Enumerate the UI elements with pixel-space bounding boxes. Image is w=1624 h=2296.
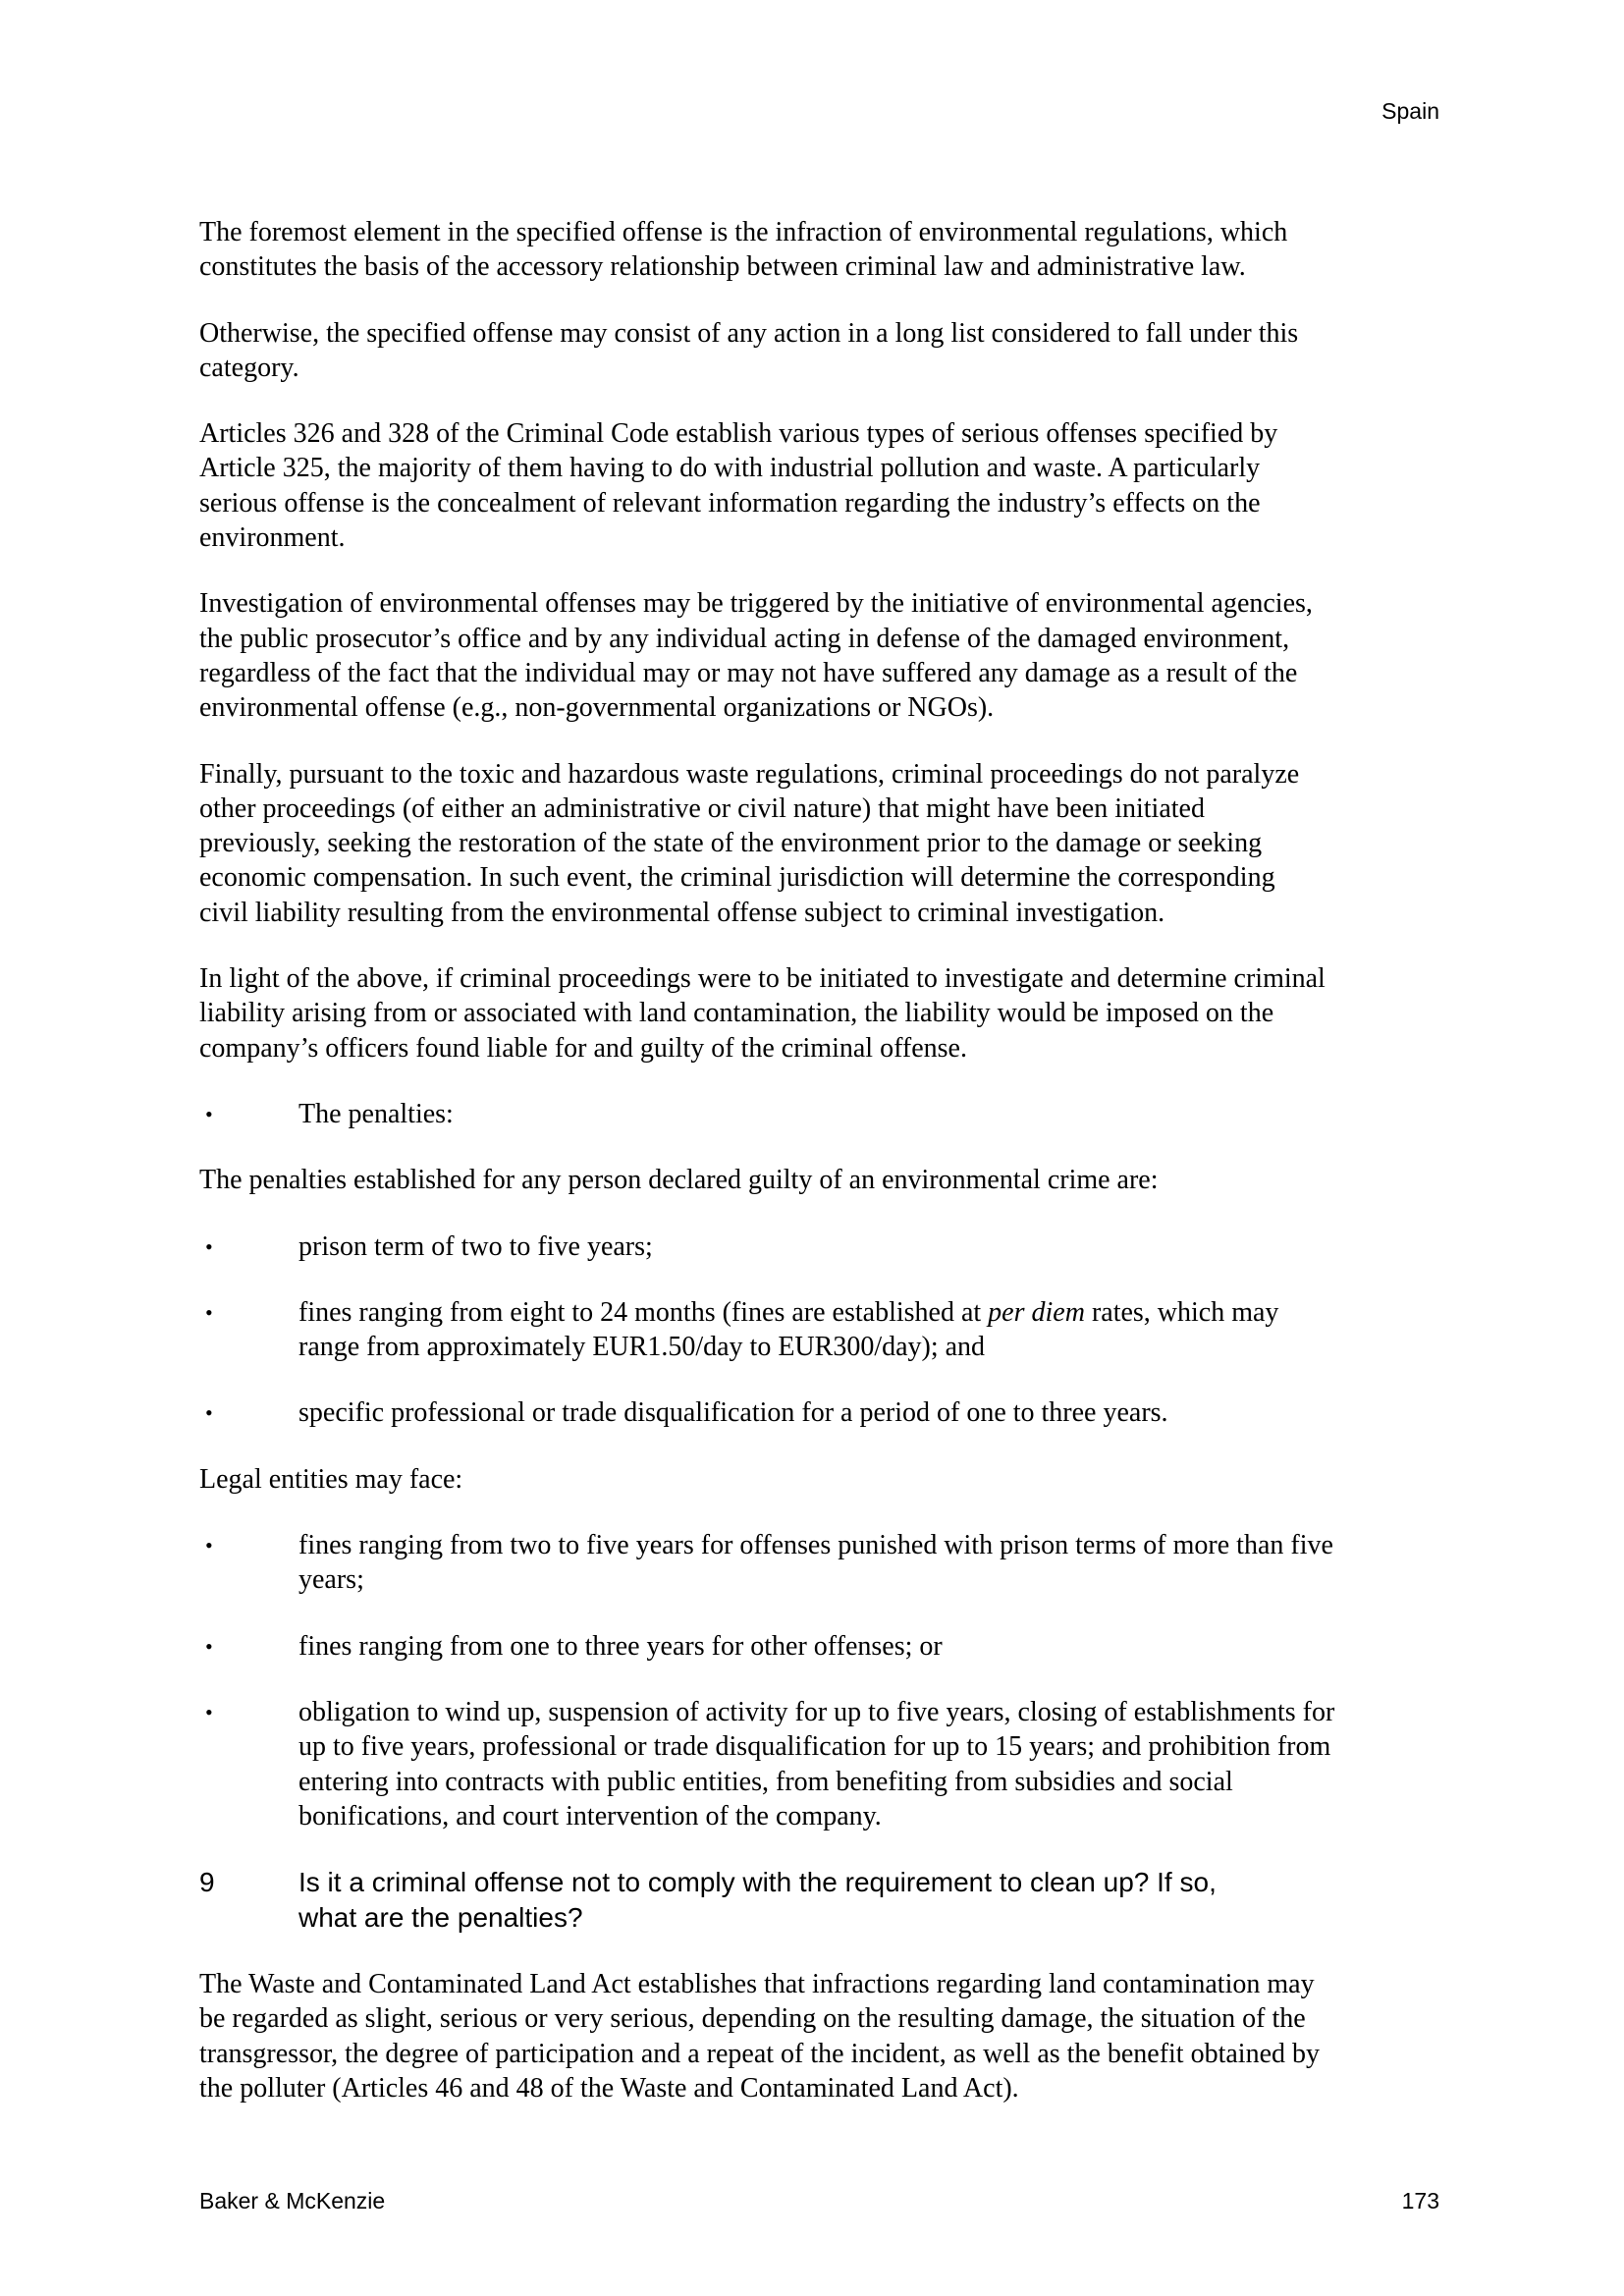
text-line: environment.	[199, 522, 346, 554]
text-segment: fines ranging from eight to 24 months (fines are established at	[298, 1296, 989, 1328]
text-line: civil liability resulting from the environmental offense subject to criminal investigation.	[199, 897, 1165, 928]
paragraph	[199, 757, 1441, 930]
text-line: In light of the above, if criminal proceedings were to be initiated to investigate and determine criminal	[199, 963, 1326, 995]
block-text	[199, 961, 1441, 1066]
text-line: what are the penalties?	[298, 1902, 583, 1934]
text-line: bonifications, and court intervention of the company.	[298, 1800, 882, 1831]
paragraph	[199, 1163, 1441, 1197]
block-text	[298, 1395, 1441, 1430]
text-line: liability arising from or associated with land contamination, the liability would be imposed on the	[199, 998, 1274, 1029]
text-line: fines ranging from two to five years for offenses punished with prison terms of more than five	[298, 1530, 1333, 1561]
paragraph	[199, 586, 1441, 725]
text-line: fines ranging from one to three years for other offenses; or	[298, 1630, 943, 1662]
block-text	[199, 1967, 1441, 2105]
block-text	[199, 416, 1441, 555]
bullet-icon: •	[205, 1400, 213, 1426]
text-line: the polluter (Articles 46 and 48 of the Waste and Contaminated Land Act).	[199, 2072, 1019, 2104]
text-line: Finally, pursuant to the toxic and hazardous waste regulations, criminal proceedings do not paralyze	[199, 758, 1300, 790]
text-line: range from approximately EUR1.50/day to EUR300/day); and	[298, 1332, 986, 1363]
text-line: The Waste and Contaminated Land Act establishes that infractions regarding land contamination may	[199, 1969, 1315, 2000]
paragraph	[199, 316, 1441, 386]
block-text	[298, 1097, 1441, 1131]
text-line: be regarded as slight, serious or very serious, depending on the resulting damage, the situation of the	[199, 2003, 1306, 2035]
text-segment: rates, which may	[1084, 1296, 1279, 1328]
text-line: prison term of two to five years;	[298, 1230, 653, 1262]
block-text	[298, 1528, 1441, 1598]
bullet-item	[199, 1629, 1441, 1664]
block-text	[199, 316, 1441, 386]
text-line: Legal entities may face:	[199, 1463, 463, 1495]
block-text	[298, 1865, 1441, 1936]
italic-text: per diem	[988, 1296, 1085, 1328]
bullet-item	[199, 1695, 1441, 1833]
block-text	[199, 1462, 1441, 1497]
paragraph	[199, 416, 1441, 555]
bullet-item	[199, 1395, 1441, 1430]
text-line: other proceedings (of either an administrative or civil nature) that might have been initiated	[199, 793, 1205, 824]
text-line: The penalties established for any person declared guilty of an environmental crime are:	[199, 1165, 1159, 1196]
text-line: transgressor, the degree of participation and a repeat of the incident, as well as the benefit obtained by	[199, 2038, 1320, 2069]
bullet-icon: •	[205, 1633, 213, 1659]
heading-number: 9	[199, 1867, 215, 1898]
text-line: entering into contracts with public entities, from benefiting from subsidies and social	[298, 1766, 1233, 1797]
text-line: Article 325, the majority of them having to do with industrial pollution and waste. A particularly	[199, 453, 1261, 484]
text-line: economic compensation. In such event, the criminal jurisdiction will determine the corresponding	[199, 862, 1275, 894]
bullet-icon: •	[205, 1533, 213, 1558]
paragraph	[199, 961, 1441, 1066]
text-line: obligation to wind up, suspension of activity for up to five years, closing of establishments for	[298, 1696, 1335, 1727]
text-line: Investigation of environmental offenses may be triggered by the initiative of environmental agencies,	[199, 588, 1313, 620]
section-heading	[199, 1865, 1441, 1936]
text-line: environmental offense (e.g., non-governmental organizations or NGOs).	[199, 692, 995, 724]
block-text	[199, 757, 1441, 930]
text-line: Is it a criminal offense not to comply with the requirement to clean up? If so,	[298, 1867, 1217, 1898]
text-line: regardless of the fact that the individual may or may not have suffered any damage as a result of the	[199, 657, 1298, 688]
block-text	[298, 1629, 1441, 1664]
block-text	[298, 1230, 1441, 1264]
footer-firm: Baker & McKenzie	[199, 2188, 386, 2214]
bullet-item	[199, 1097, 1441, 1131]
block-text	[199, 215, 1441, 285]
text-line	[298, 1295, 1441, 1330]
text-line: Articles 326 and 328 of the Criminal Code establish various types of serious offenses specified by	[199, 418, 1278, 450]
text-line: the public prosecutor’s office and by any individual acting in defense of the damaged environment,	[199, 623, 1290, 654]
text-line: years;	[298, 1564, 364, 1596]
bullet-item	[199, 1528, 1441, 1598]
page-body	[199, 215, 1441, 2137]
block-text	[298, 1695, 1441, 1833]
page-number: 173	[1401, 2188, 1439, 2214]
block-text	[298, 1295, 1441, 1365]
bullet-icon: •	[205, 1101, 213, 1126]
text-line: company’s officers found liable for and guilty of the criminal offense.	[199, 1032, 967, 1064]
paragraph	[199, 1462, 1441, 1497]
paragraph	[199, 215, 1441, 285]
running-header-section: Spain	[1381, 98, 1439, 124]
block-text	[199, 1163, 1441, 1197]
paragraph	[199, 1967, 1441, 2105]
block-text	[199, 586, 1441, 725]
text-line: constitutes the basis of the accessory relationship between criminal law and administrative law.	[199, 251, 1246, 283]
text-line: category.	[199, 352, 299, 383]
text-line: Otherwise, the specified offense may consist of any action in a long list considered to fall under this	[199, 317, 1299, 349]
text-line: previously, seeking the restoration of the state of the environment prior to the damage or seeking	[199, 828, 1263, 859]
bullet-icon: •	[205, 1699, 213, 1724]
bullet-item	[199, 1230, 1441, 1264]
bullet-icon: •	[205, 1299, 213, 1325]
text-line: up to five years, professional or trade disqualification for up to 15 years; and prohibition from	[298, 1731, 1331, 1763]
text-line: The penalties:	[298, 1098, 454, 1129]
text-line: serious offense is the concealment of relevant information regarding the industry’s effects on the	[199, 487, 1261, 519]
bullet-icon: •	[205, 1233, 213, 1259]
text-line: The foremost element in the specified offense is the infraction of environmental regulations, which	[199, 217, 1288, 247]
text-line: specific professional or trade disqualification for a period of one to three years.	[298, 1397, 1168, 1429]
bullet-item	[199, 1295, 1441, 1365]
